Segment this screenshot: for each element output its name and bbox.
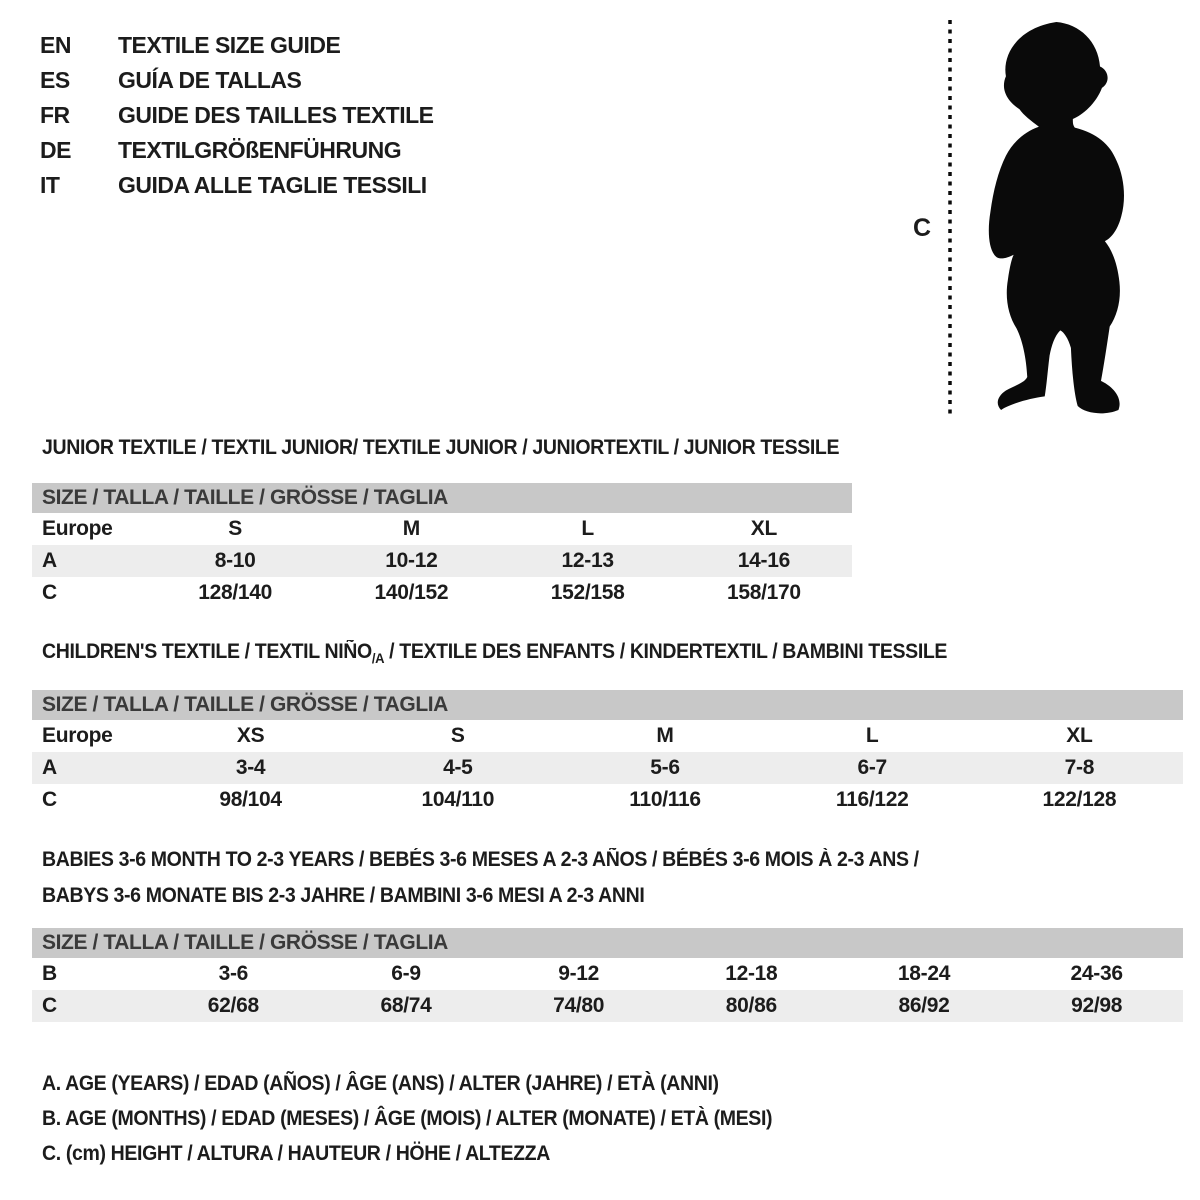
row-label: C bbox=[42, 581, 57, 604]
table-cell: L bbox=[865, 724, 879, 747]
table-cell: S bbox=[450, 724, 465, 747]
note-age-months: B. AGE (MONTHS) / EDAD (MESES) / ÂGE (MOIS) / ALTER (MONATE) / ETÀ (MESI) bbox=[42, 1107, 773, 1130]
note-age-years: A. AGE (YEARS) / EDAD (AÑOS) / ÂGE (ANS) / ALTER (JAHRE) / ETÀ (ANNI) bbox=[42, 1072, 719, 1095]
table-cell: XL bbox=[1066, 724, 1093, 747]
babies-size-table bbox=[32, 928, 1183, 1022]
row-label: Europe bbox=[42, 517, 113, 540]
size-header-bar: SIZE / TALLA / TAILLE / GRÖSSE / TAGLIA bbox=[32, 483, 852, 513]
table-cell: XL bbox=[750, 517, 777, 540]
children-title-sub: /A bbox=[371, 650, 385, 667]
table-cell: 4-5 bbox=[443, 756, 473, 779]
table-cell: 104/110 bbox=[421, 788, 495, 811]
table-row bbox=[32, 545, 852, 577]
lang-code: IT bbox=[40, 172, 60, 198]
table-cell: 7-8 bbox=[1064, 756, 1095, 779]
table-cell: 98/104 bbox=[219, 788, 282, 811]
table-cell: 6-9 bbox=[391, 962, 421, 985]
table-cell: 86/92 bbox=[898, 994, 950, 1017]
table-row bbox=[32, 577, 852, 609]
table-row bbox=[32, 720, 1183, 752]
table-cell: 3-6 bbox=[218, 962, 249, 985]
babies-title-line2: BABYS 3-6 MONATE BIS 2-3 JAHRE / BAMBINI 3-6 MESI A 2-3 ANNI bbox=[42, 884, 645, 907]
children-title-post: / TEXTILE DES ENFANTS / KINDERTEXTIL / BAMBINI TESSILE bbox=[384, 640, 948, 663]
table-cell: 152/158 bbox=[550, 581, 625, 604]
toddler-silhouette-icon bbox=[895, 12, 1157, 424]
table-cell: 122/128 bbox=[1042, 788, 1117, 811]
lang-code: EN bbox=[40, 32, 71, 58]
children-size-table bbox=[32, 690, 1183, 816]
babies-section-title bbox=[42, 842, 919, 914]
language-list bbox=[40, 28, 434, 203]
table-cell: 62/68 bbox=[207, 994, 259, 1017]
size-header-bar: SIZE / TALLA / TAILLE / GRÖSSE / TAGLIA bbox=[32, 928, 1183, 958]
table-cell: L bbox=[581, 517, 594, 540]
lang-code: DE bbox=[40, 137, 71, 163]
table-cell: 158/170 bbox=[726, 581, 801, 604]
table-cell: 8-10 bbox=[214, 549, 256, 572]
lang-label: TEXTILGRÖßENFÜHRUNG bbox=[118, 137, 402, 163]
babies-title-line1: BABIES 3-6 MONTH TO 2-3 YEARS / BEBÉS 3-6 MESES A 2-3 AÑOS / BÉBÉS 3-6 MOIS À 2-3 ANS / bbox=[42, 848, 919, 871]
table-cell: 9-12 bbox=[558, 962, 600, 985]
table-row bbox=[32, 784, 1183, 816]
table-cell: 12-13 bbox=[561, 549, 614, 572]
row-label: C bbox=[42, 788, 57, 811]
children-title-pre: CHILDREN'S TEXTILE / TEXTIL NIÑO bbox=[42, 640, 372, 663]
table-cell: 24-36 bbox=[1070, 962, 1123, 985]
table-cell: 18-24 bbox=[897, 962, 951, 985]
table-cell: XS bbox=[236, 724, 265, 747]
table-cell: 128/140 bbox=[198, 581, 273, 604]
junior-section-title bbox=[42, 430, 839, 466]
table-cell: 80/86 bbox=[725, 994, 777, 1017]
lang-code: FR bbox=[40, 102, 70, 128]
row-label: C bbox=[42, 994, 57, 1017]
table-cell: M bbox=[656, 724, 674, 747]
legend-notes bbox=[42, 1066, 772, 1171]
lang-label: TEXTILE SIZE GUIDE bbox=[118, 32, 341, 58]
lang-code: ES bbox=[40, 67, 70, 93]
lang-label: GUÍA DE TALLAS bbox=[118, 67, 302, 93]
table-cell: 140/152 bbox=[374, 581, 449, 604]
table-row bbox=[32, 752, 1183, 784]
row-label: A bbox=[42, 549, 57, 572]
table-cell: 116/122 bbox=[835, 788, 909, 811]
table-cell: M bbox=[402, 517, 420, 540]
table-cell: 5-6 bbox=[650, 756, 680, 779]
size-header-bar: SIZE / TALLA / TAILLE / GRÖSSE / TAGLIA bbox=[32, 690, 1183, 720]
note-height-cm: C. (cm) HEIGHT / ALTURA / HAUTEUR / HÖHE / ALTEZZA bbox=[42, 1142, 550, 1165]
lang-label: GUIDE DES TAILLES TEXTILE bbox=[118, 102, 434, 128]
table-cell: 68/74 bbox=[380, 994, 432, 1017]
table-row bbox=[32, 990, 1183, 1022]
lang-label: GUIDA ALLE TAGLIE TESSILI bbox=[118, 172, 427, 198]
table-cell: 6-7 bbox=[857, 756, 887, 779]
row-label: B bbox=[42, 962, 57, 985]
children-section-title bbox=[42, 634, 947, 676]
table-cell: S bbox=[228, 517, 242, 540]
table-cell: 10-12 bbox=[385, 549, 438, 572]
table-cell: 14-16 bbox=[737, 549, 790, 572]
table-cell: 3-4 bbox=[235, 756, 266, 779]
baby-figure bbox=[895, 12, 1157, 424]
row-label: A bbox=[42, 756, 57, 779]
table-cell: 12-18 bbox=[725, 962, 778, 985]
junior-size-table bbox=[32, 483, 852, 609]
junior-title-text: JUNIOR TEXTILE / TEXTIL JUNIOR/ TEXTILE JUNIOR / JUNIORTEXTIL / JUNIOR TESSILE bbox=[42, 436, 840, 459]
row-label: Europe bbox=[42, 724, 113, 747]
height-measure-label: C bbox=[913, 214, 931, 242]
table-cell: 92/98 bbox=[1071, 994, 1123, 1017]
table-cell: 110/116 bbox=[629, 788, 701, 811]
table-row bbox=[32, 513, 852, 545]
table-row bbox=[32, 958, 1183, 990]
table-cell: 74/80 bbox=[553, 994, 605, 1017]
